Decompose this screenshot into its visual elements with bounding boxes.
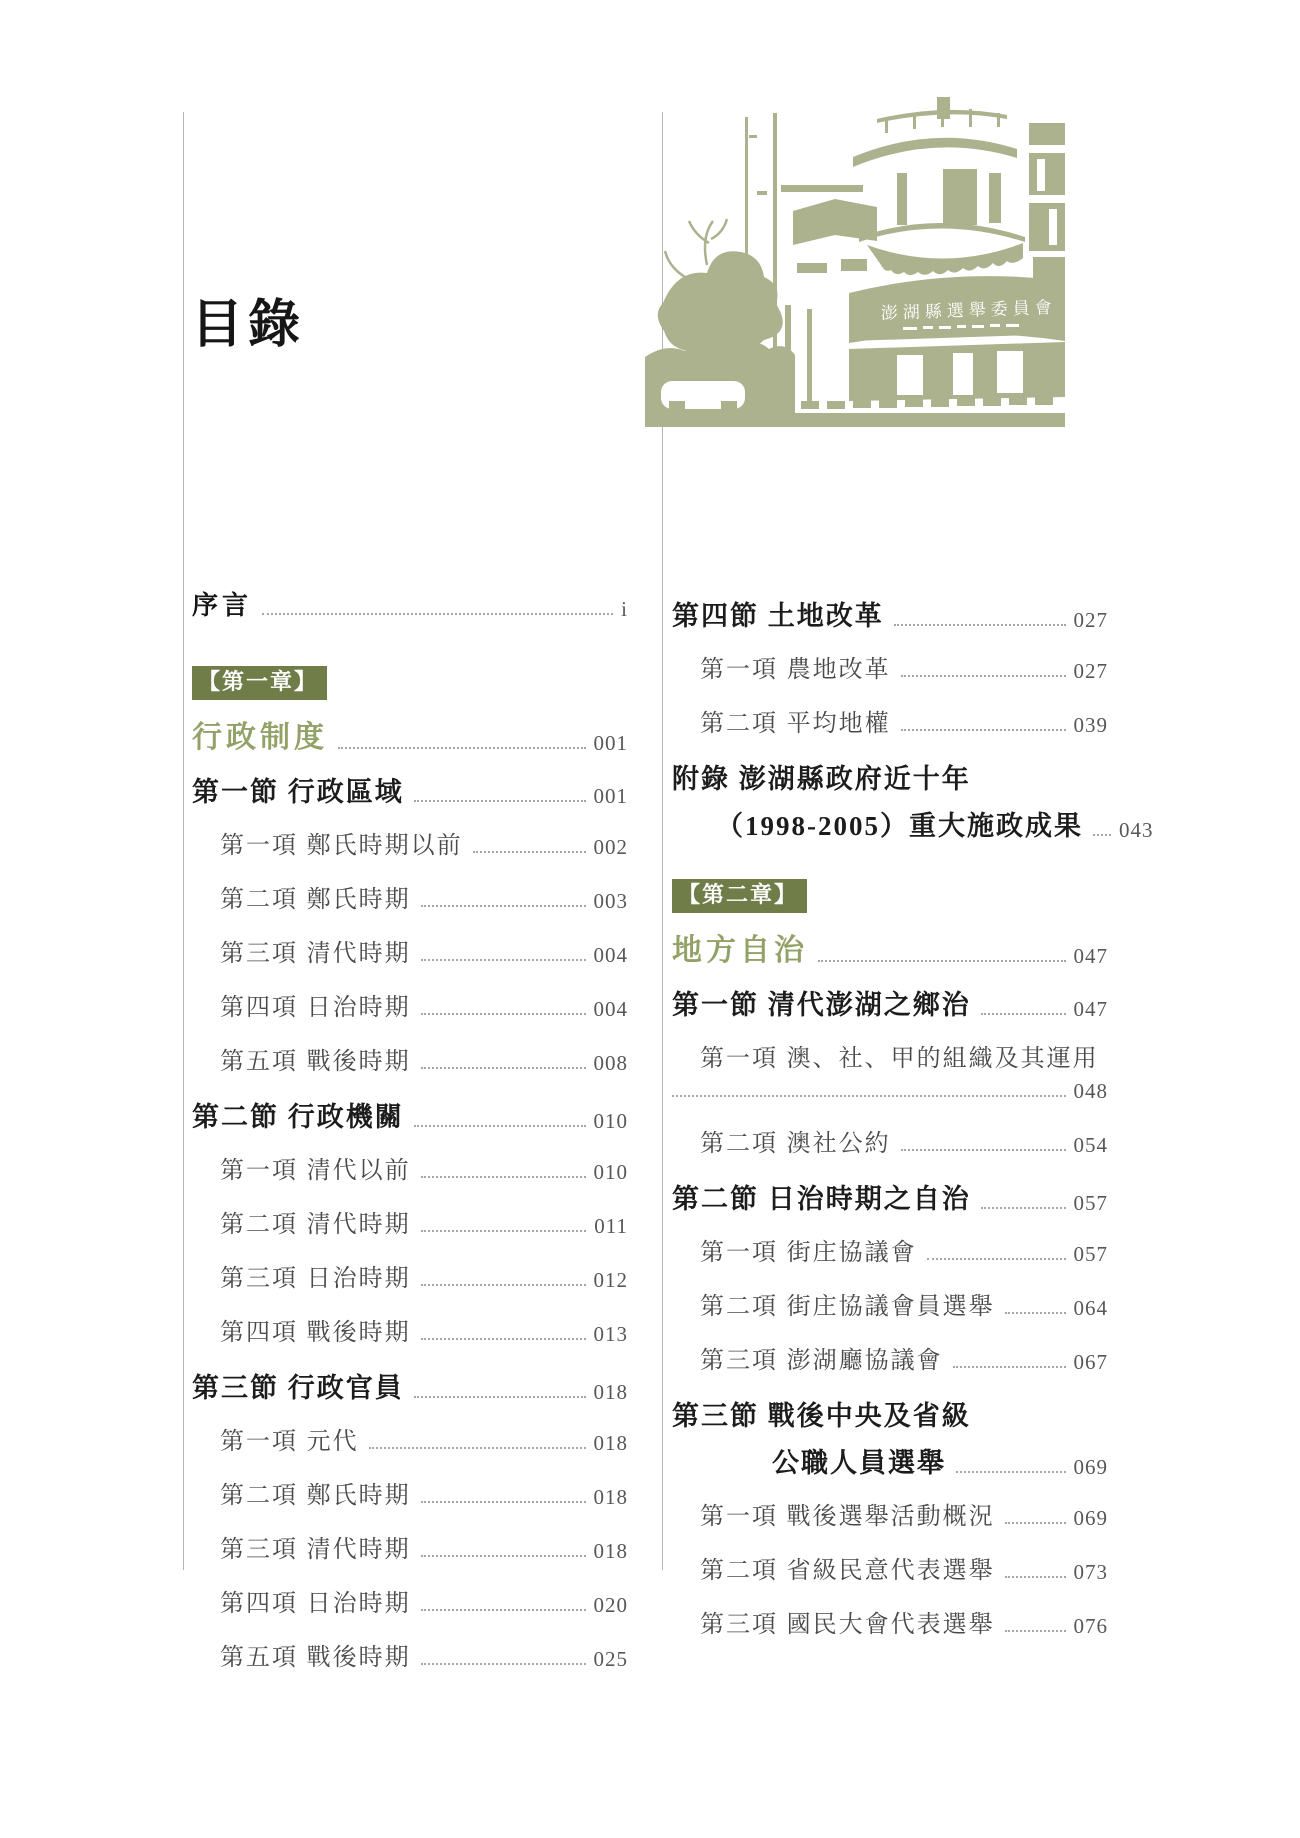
dot-leader — [369, 1447, 586, 1449]
dot-leader — [1005, 1522, 1066, 1524]
toc-entry-item — [192, 1529, 628, 1564]
page-number: 064 — [1073, 1296, 1108, 1321]
toc-entry-label: 第五項 戰後時期 — [220, 1048, 411, 1076]
dot-leader — [421, 1609, 586, 1611]
page-number: 057 — [1073, 1242, 1108, 1267]
toc-entry-section — [192, 770, 628, 809]
toc-entry-chapter — [672, 925, 1108, 969]
page-number: 057 — [1073, 1191, 1108, 1216]
pillar-edge-right — [773, 113, 777, 407]
dot-leader — [414, 800, 586, 802]
chapter-badge-wrap — [192, 666, 628, 700]
page-number: 003 — [593, 889, 628, 914]
page-number: 069 — [1073, 1506, 1108, 1531]
page-number: 001 — [593, 784, 628, 809]
dot-leader — [1005, 1312, 1066, 1314]
dot-leader — [901, 1149, 1066, 1151]
awning-fringe — [867, 243, 1023, 275]
toc-entry-label-continued: 公職人員選舉 — [772, 1448, 946, 1479]
tower-slit-window — [897, 173, 907, 225]
dot-leader — [421, 959, 586, 961]
toc-entry-item — [672, 1340, 1108, 1375]
toc-column-right — [672, 594, 1154, 1658]
page-number: 008 — [593, 1051, 628, 1076]
toc-entry-label: 第五項 戰後時期 — [220, 1644, 411, 1672]
toc-entry-item — [672, 1604, 1108, 1639]
toc-entry-label: 第二項 省級民意代表選舉 — [700, 1557, 995, 1585]
page-number: 039 — [1073, 713, 1108, 737]
dot-leader — [981, 1207, 1066, 1209]
page-number: 013 — [593, 1322, 628, 1347]
toc-entry-item — [192, 933, 628, 968]
toc-entry-label: 第一項 農地改革 — [700, 656, 891, 683]
dot-leader — [414, 1125, 586, 1127]
toc-entry-label: 第一項 澳、社、甲的組織及其運用 — [700, 1045, 1099, 1073]
page-number: 012 — [593, 1268, 628, 1293]
page-number: 010 — [593, 1160, 628, 1185]
angled-window-left — [793, 199, 835, 245]
page-number: 043 — [1119, 818, 1154, 842]
toc-entry-label: 第一節 清代澎湖之鄉治 — [672, 990, 971, 1021]
toc-entry-label: 第一項 戰後選舉活動概況 — [700, 1503, 995, 1531]
small-window — [797, 263, 827, 273]
road — [645, 413, 1065, 427]
toc-entry-section — [192, 1366, 628, 1405]
toc-entry-item — [192, 1637, 628, 1672]
toc-entry-label: 第一項 清代以前 — [220, 1157, 411, 1185]
page-number: 011 — [594, 1214, 628, 1239]
toc-entry-label: 第一項 元代 — [220, 1428, 359, 1456]
column-rule-left — [183, 112, 184, 1570]
chapter-title: 地方自治 — [672, 934, 808, 968]
toc-entry-item — [672, 649, 1108, 684]
dot-leader — [1005, 1576, 1066, 1578]
toc-entry-item — [672, 1232, 1108, 1267]
toc-entry-label: 第四項 日治時期 — [220, 994, 411, 1022]
toc-entry-label: 第一項 街庄協議會 — [700, 1239, 917, 1267]
page-number: 002 — [593, 835, 628, 860]
tree-foliage — [658, 251, 783, 356]
toc-entry-label: 序言 — [192, 591, 253, 620]
building-illustration — [645, 95, 1065, 427]
building-illustration-svg — [645, 95, 1065, 427]
toc-entry-label: 第三項 澎湖廳協議會 — [700, 1347, 943, 1375]
toc-entry-item — [192, 1204, 628, 1239]
toc-entry-label: 第一項 鄭氏時期以前 — [220, 832, 463, 860]
toc-entry-item — [672, 1123, 1108, 1158]
toc-entry-label: 第二項 清代時期 — [220, 1211, 411, 1239]
dot-leader — [421, 1338, 586, 1340]
toc-entry-label: 第二節 日治時期之自治 — [672, 1184, 971, 1215]
page-number: 047 — [1073, 997, 1108, 1022]
dot-leader — [421, 1067, 586, 1069]
page-title: 目錄 — [191, 297, 306, 354]
dot-leader — [421, 1501, 586, 1503]
tower-slit-window — [989, 173, 1001, 223]
toc-entry-label: 第四節 土地改革 — [672, 601, 884, 631]
page-number: 067 — [1073, 1350, 1108, 1375]
tower-cornice — [859, 223, 1025, 242]
dot-leader — [421, 1284, 586, 1286]
page-number: 018 — [593, 1380, 628, 1405]
dot-leader — [894, 624, 1066, 626]
dot-leader — [414, 1396, 586, 1398]
page-number: i — [621, 597, 628, 621]
dot-leader — [421, 1555, 586, 1557]
toc-entry-section — [672, 1177, 1108, 1216]
dot-leader — [953, 1366, 1066, 1368]
toc-entry-item — [192, 1041, 628, 1076]
page-number: 001 — [593, 731, 628, 756]
dot-leader — [981, 1013, 1066, 1015]
dot-leader — [927, 1258, 1066, 1260]
toc-entry-label: 第二項 鄭氏時期 — [220, 1482, 411, 1510]
dot-leader — [672, 1095, 1066, 1097]
toc-entry-label: 第三項 清代時期 — [220, 1536, 411, 1564]
toc-entry-label: 第三節 戰後中央及省級 — [672, 1401, 971, 1432]
facade-band — [781, 185, 863, 192]
dot-leader — [262, 613, 613, 615]
toc-entry-label: 第二項 街庄協議會員選舉 — [700, 1293, 995, 1321]
toc-entry-preface — [192, 585, 628, 622]
dot-leader — [1093, 834, 1111, 836]
toc-entry-label: 第三項 日治時期 — [220, 1265, 411, 1293]
dot-leader — [421, 1013, 586, 1015]
toc-entry-item — [672, 1286, 1108, 1321]
tower-ring — [853, 138, 1017, 167]
dot-leader — [956, 1471, 1066, 1473]
chapter-badge-wrap — [672, 879, 1108, 913]
dot-leader — [1005, 1630, 1066, 1632]
page-number: 018 — [593, 1431, 628, 1456]
page-number: 027 — [1073, 659, 1108, 683]
toc-entry-label: 第二節 行政機關 — [192, 1102, 404, 1133]
dot-leader — [421, 905, 586, 907]
door-cutout — [897, 355, 923, 395]
dot-leader — [338, 747, 586, 749]
chapter-title: 行政制度 — [192, 721, 328, 755]
toc-entry-item — [192, 1475, 628, 1510]
page-number: 018 — [593, 1485, 628, 1510]
toc-entry-section — [672, 594, 1108, 633]
chapter-badge: 【第一章】 — [192, 666, 327, 700]
page-number: 047 — [1073, 944, 1108, 969]
toc-entry-item-wrapped — [672, 1038, 1108, 1104]
toc-entry-item — [192, 1583, 628, 1618]
toc-entry-label: 第一節 行政區域 — [192, 777, 404, 808]
dot-leader — [901, 729, 1066, 731]
toc-entry-item — [192, 825, 628, 860]
toc-entry-section — [192, 1095, 628, 1134]
page-number: 054 — [1073, 1133, 1108, 1158]
small-window — [841, 259, 867, 271]
toc-entry-label-continued: （1998-2005）重大施政成果 — [716, 811, 1083, 841]
toc-entry-item — [672, 1550, 1108, 1585]
page-number: 004 — [593, 943, 628, 968]
door-cutout — [953, 353, 973, 395]
dot-leader — [901, 675, 1066, 677]
dot-leader — [473, 851, 586, 853]
toc-entry-label: 第三項 清代時期 — [220, 940, 411, 968]
toc-entry-label: 附錄 澎湖縣政府近十年 — [672, 764, 971, 794]
tower-flag — [937, 97, 950, 119]
toc-entry-item — [192, 1421, 628, 1456]
page-number: 018 — [593, 1539, 628, 1564]
page-number: 076 — [1073, 1614, 1108, 1639]
toc-entry-item — [672, 1496, 1108, 1531]
toc-entry-item — [192, 879, 628, 914]
toc-entry-label: 第二項 平均地權 — [700, 710, 891, 737]
page-number: 069 — [1073, 1455, 1108, 1480]
toc-entry-item — [672, 703, 1108, 738]
toc-entry-chapter — [192, 712, 628, 756]
page-number: 025 — [593, 1647, 628, 1672]
page-number: 073 — [1073, 1560, 1108, 1585]
chapter-badge: 【第二章】 — [672, 879, 807, 913]
toc-entry-item — [192, 1150, 628, 1185]
toc-entry-label: 第四項 戰後時期 — [220, 1319, 411, 1347]
toc-entry-item — [192, 1312, 628, 1347]
toc-column-left — [192, 585, 628, 1691]
tower-panel — [943, 169, 977, 225]
page-number: 010 — [593, 1109, 628, 1134]
toc-entry-label: 第二項 澳社公約 — [700, 1130, 891, 1158]
pillar-edge-left — [745, 117, 748, 405]
page-number: 020 — [593, 1593, 628, 1618]
toc-entry-label: 第四項 日治時期 — [220, 1590, 411, 1618]
toc-entry-item — [192, 1258, 628, 1293]
toc-entry-label: 第二項 鄭氏時期 — [220, 886, 411, 914]
page-number: 004 — [593, 997, 628, 1022]
building-shapes — [645, 97, 1065, 427]
dot-leader — [818, 960, 1066, 962]
toc-entry-appendix — [672, 757, 1154, 843]
dot-leader — [421, 1663, 586, 1665]
toc-entry-section — [672, 983, 1108, 1022]
toc-entry-label: 第三項 國民大會代表選舉 — [700, 1611, 995, 1639]
dot-leader — [421, 1176, 586, 1178]
toc-entry-section-wrapped — [672, 1394, 1108, 1480]
page-number: 027 — [1073, 608, 1108, 632]
dot-leader — [421, 1230, 587, 1232]
toc-entry-label: 第三節 行政官員 — [192, 1373, 404, 1404]
page-number: 048 — [1073, 1079, 1108, 1104]
building-banner-text: 澎湖縣選舉委員會 — [880, 297, 1058, 323]
toc-entry-item — [192, 987, 628, 1022]
door-cutout — [997, 351, 1023, 393]
